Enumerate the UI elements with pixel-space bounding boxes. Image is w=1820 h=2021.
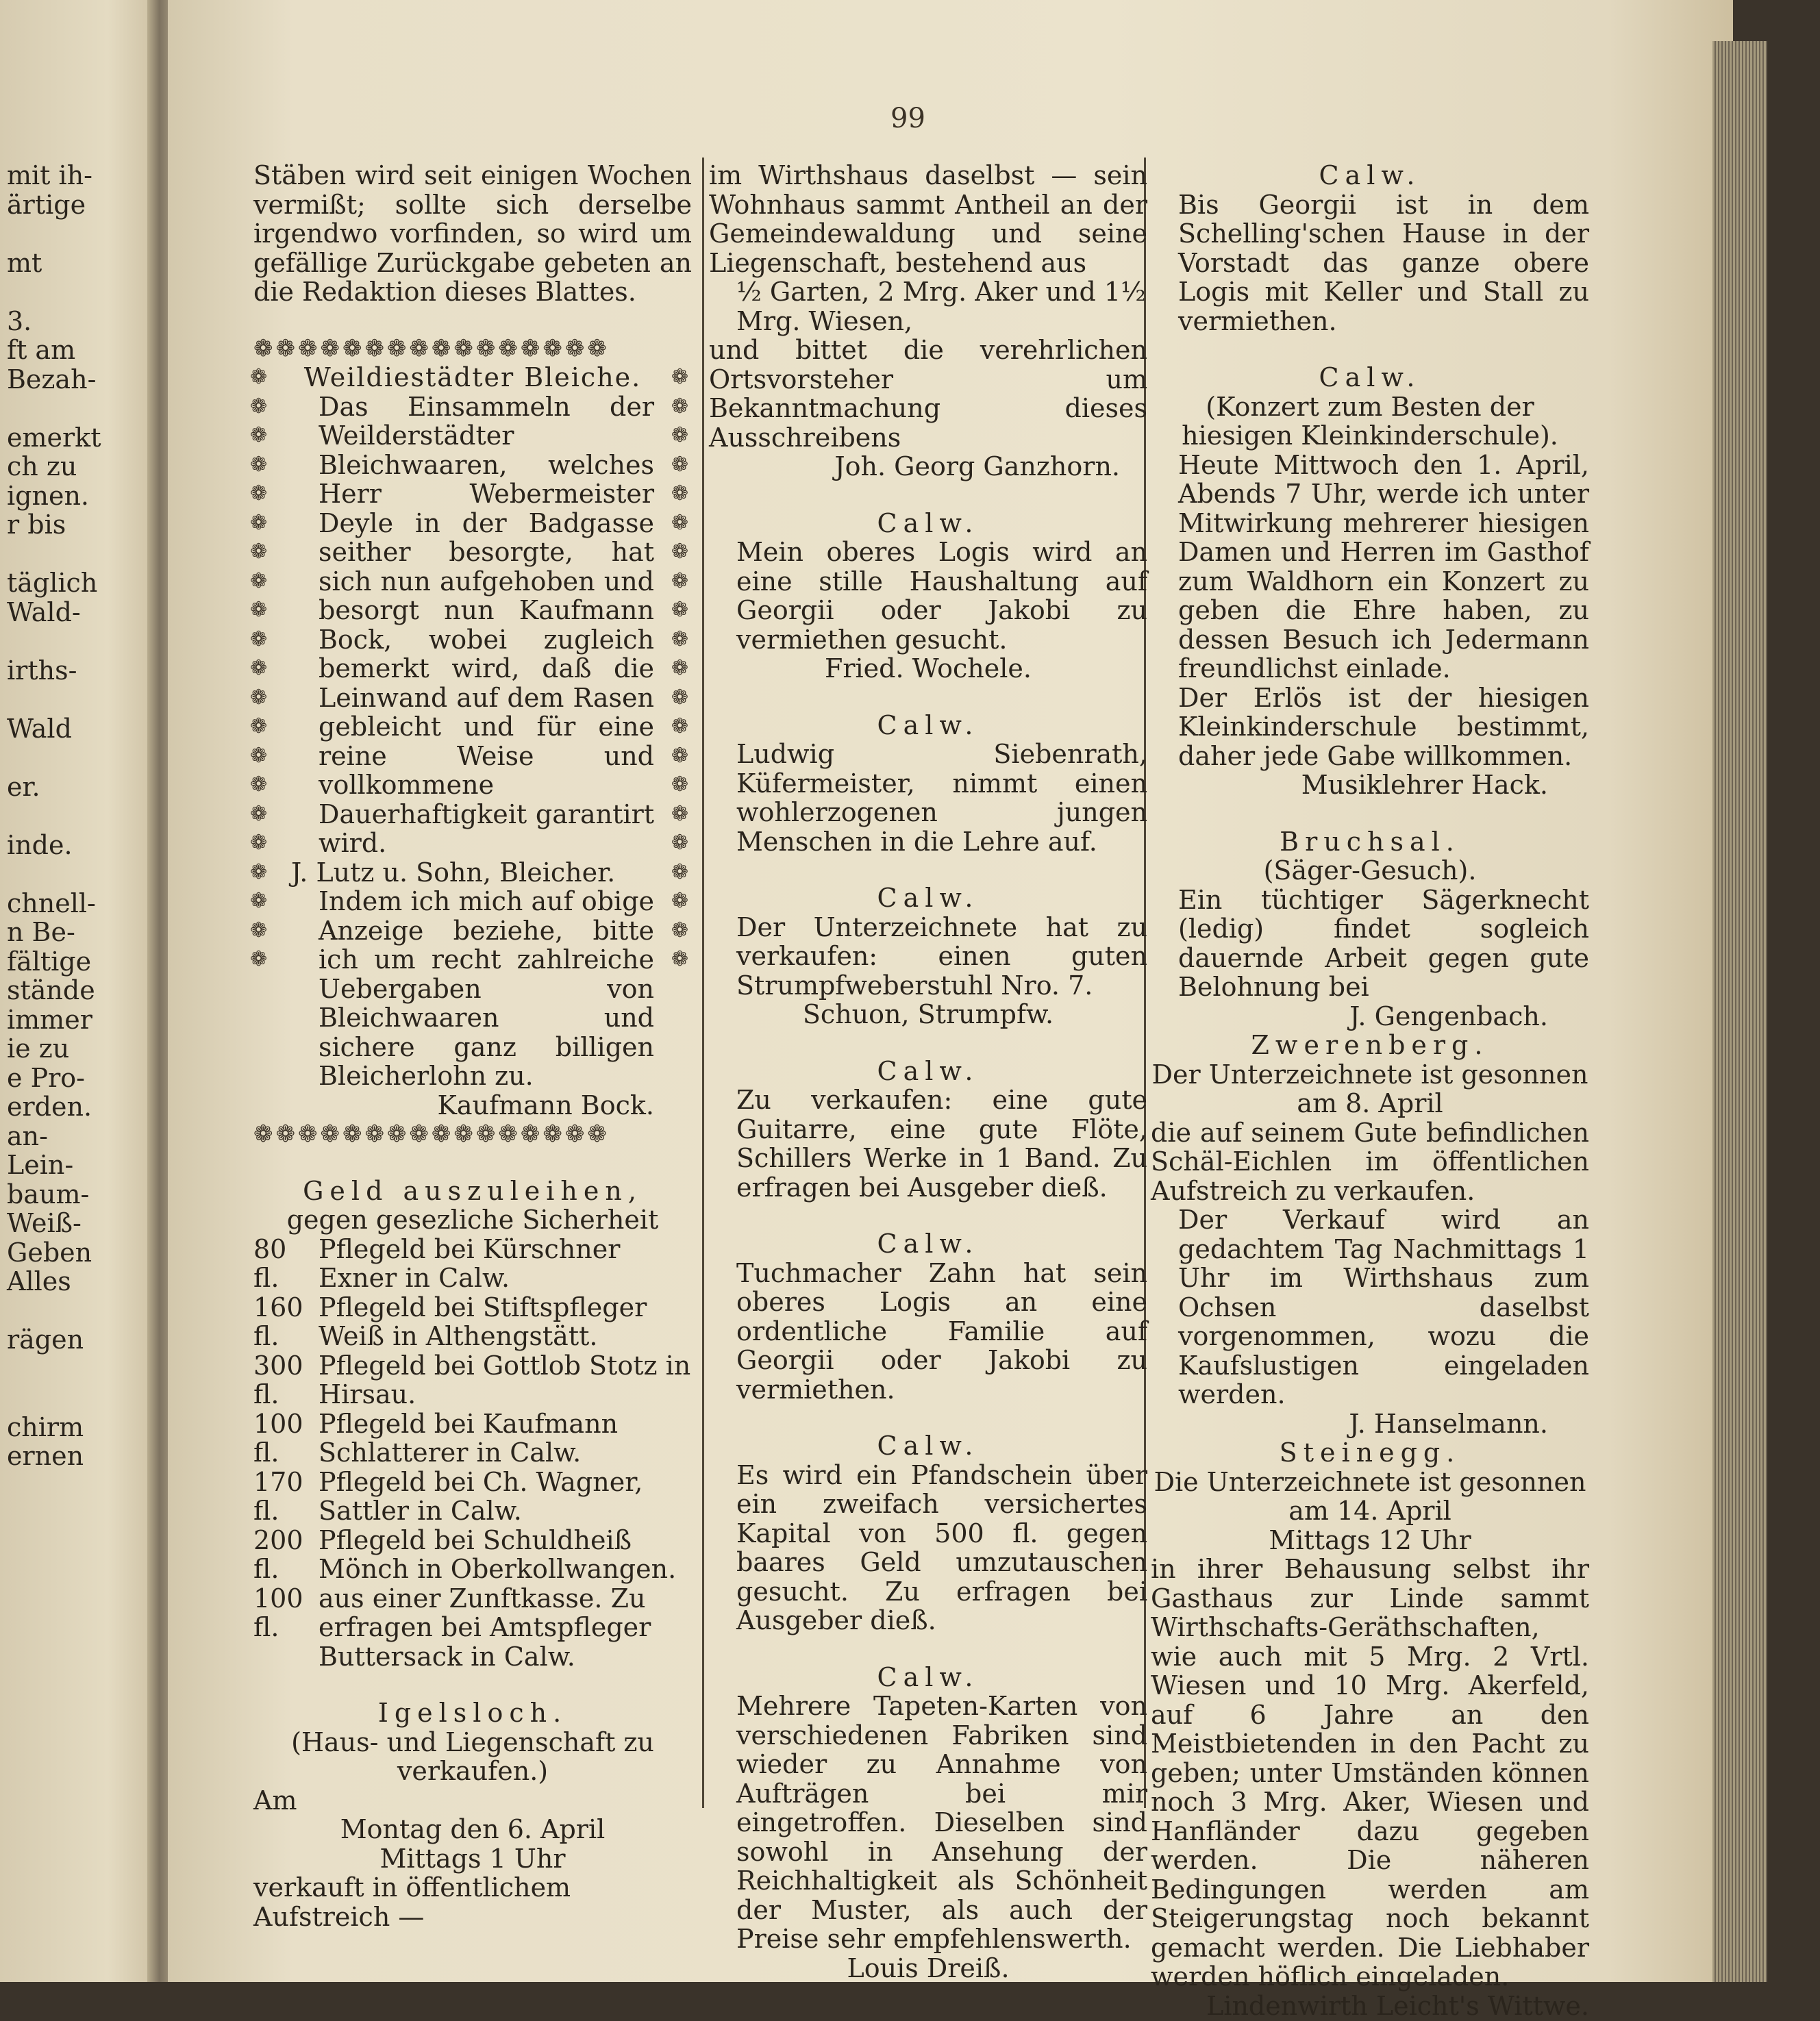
money-row <box>253 1235 692 1293</box>
ad-body: die auf seinem Gute befindlichen Schäl-Eichlen im öffentlichen Aufstreich zu verkaufen. <box>1151 1117 1589 1206</box>
left-page-line: e Pro- <box>7 1062 86 1093</box>
ad-place: Steinegg. <box>1279 1438 1461 1468</box>
lost-item-notice: Stäben wird seit einigen Wochen vermißt; sollte sich derselbe irgendwo vorfinden, so wird um gefällige Zurückgabe gebeten an die Redaktion dieses Blattes. <box>253 160 692 307</box>
money-amount: 170 fl. <box>253 1466 303 1526</box>
left-page-line: Alles <box>7 1266 71 1296</box>
ad-signature: Louis Dreiß. <box>847 1953 1010 1983</box>
money-description: Pflegeld bei Ch. Wagner, Sattler in Calw. <box>319 1466 643 1526</box>
ad-body: Der Erlös ist der hiesigen Kleinkinderschule bestimmt, daher jede Gabe willkommen. <box>1178 682 1589 771</box>
ad-place: Calw. <box>877 1229 980 1259</box>
ad-line: Mittags 12 Uhr <box>1269 1524 1471 1555</box>
left-page-line <box>0 1355 147 1384</box>
money-subheading: gegen gesezliche Sicherheit <box>286 1205 659 1235</box>
left-page-line: inde. <box>7 829 73 860</box>
left-page-line: irths- <box>7 655 77 686</box>
ad-place: Calw. <box>877 507 980 538</box>
ad-subheading: (Konzert zum Besten der hiesigen Kleinkinderschule). <box>1182 391 1558 451</box>
money-description: Pflegeld bei Gottlob Stotz in Hirsau. <box>319 1350 691 1409</box>
left-page-line: baum- <box>7 1179 90 1209</box>
ornament-border-left: ❁ ❁ ❁ ❁ ❁ ❁ ❁ ❁ ❁ ❁ ❁ ❁ ❁ ❁ ❁ ❁ ❁ ❁ ❁ ❁ ❁ <box>250 365 268 971</box>
ad-place: Calw. <box>1319 362 1421 392</box>
ad-line: am 8. April <box>1297 1088 1443 1118</box>
ad-body: Der Verkauf wird an gedachtem Tag Nachmittags 1 Uhr im Wirthshaus zum Ochsen daselbst vorgenommen, wozu die Kaufslustigen eingeladen werden. <box>1178 1205 1589 1409</box>
igelsloch-am: Am <box>253 1785 297 1816</box>
money-amount: 100 fl. <box>253 1408 303 1468</box>
ad-signature: J. Hanselmann. <box>1349 1408 1548 1439</box>
left-page-line: Lein- <box>7 1150 74 1180</box>
ad-subheading: (Säger-Gesuch). <box>1263 855 1477 886</box>
money-row <box>253 1584 692 1672</box>
left-page-line: Wald <box>7 713 72 744</box>
money-amount: 300 fl. <box>253 1350 303 1409</box>
left-page-line: ie zu <box>7 1033 70 1064</box>
ad-place: Zwerenberg. <box>1251 1030 1489 1060</box>
left-page-line: fältige <box>7 946 92 977</box>
left-page-line: rägen <box>7 1325 84 1355</box>
bleiche-advert <box>250 362 692 1120</box>
money-description: Pflegeld bei Schuldheiß Mönch in Oberkollwangen. <box>319 1524 677 1584</box>
money-list <box>253 1235 692 1672</box>
left-page-line: chirm <box>7 1411 84 1442</box>
left-page-line: ärtige <box>7 189 86 220</box>
left-page-line: stände <box>7 975 95 1005</box>
page-edges <box>1712 41 1767 1982</box>
left-page-line: Wald- <box>7 597 81 627</box>
left-page-line: Geben <box>7 1237 92 1268</box>
ad-body: Mehrere Tapeten-Karten von verschiedenen Fabriken sind wieder zu Annahme von Aufträgen bei mir eingetroffen. Dieselben sind sowohl in Ansehung der Reichhaltigkeit als Schönheit der Muster, als auch der Preise sehr empfehlenswerth. <box>736 1691 1147 1954</box>
ornament-border-right: ❁ ❁ ❁ ❁ ❁ ❁ ❁ ❁ ❁ ❁ ❁ ❁ ❁ ❁ ❁ ❁ ❁ ❁ ❁ ❁ ❁ <box>671 365 688 971</box>
left-page-line: ft am <box>7 335 76 365</box>
ad-place: Calw. <box>877 1055 980 1086</box>
left-page-line <box>0 627 147 656</box>
left-page-line: ernen <box>7 1441 84 1471</box>
left-page <box>0 0 154 1982</box>
ad-place: Calw. <box>877 883 980 913</box>
left-page-text <box>0 161 147 1471</box>
ad-line: Der Unterzeichnete ist gesonnen <box>1151 1059 1588 1090</box>
bleiche-signature-1: J. Lutz u. Sohn, Bleicher. <box>291 857 616 888</box>
igelsloch-time: Mittags 1 Uhr <box>379 1843 566 1874</box>
ad-body: Zu verkaufen: eine gute Guitarre, eine gute Flöte, Schillers Werke in 1 Band. Zu erfragen bei Ausgeber dieß. <box>736 1085 1147 1203</box>
ad-body: Ludwig Siebenrath, Küfermeister, nimmt einen wohlerzogenen jungen Menschen in die Lehre auf. <box>736 739 1147 857</box>
book-cover-edge <box>1767 55 1820 1982</box>
ad-line: Die Unterzeichnete ist gesonnen <box>1154 1466 1586 1497</box>
left-page-line: Bezah- <box>7 364 97 394</box>
ad-place: Calw. <box>1319 160 1421 190</box>
ad-signature: Fried. Wochele. <box>825 653 1032 683</box>
money-row <box>253 1526 692 1584</box>
igelsloch-subheading: (Haus- und Liegenschaft zu verkaufen.) <box>291 1727 654 1786</box>
ad-body: in ihrer Behausung selbst ihr Gasthaus zur Linde sammt Wirthschafts-Geräthschaften, wie auch mit 5 Mrg. 2 Vrtl. Wiesen und 10 Mrg. Akerfeld, auf 6 Jahre an den Meistbietenden in den Pacht zu geben; unter Umständen können noch 3 Mrg. Aker, Wiesen und Hanfländer dazu gegeben werden. Die näheren Bedingungen werden am Steigerungstag noch bekannt gemacht werden. Die Liebhaber werden höflich eingeladen. <box>1151 1554 1589 1992</box>
ad-body: Es wird ein Pfandschein über ein zweifach versichertes Kapital von 500 fl. gegen baares Geld umzutauschen gesucht. Zu erfragen bei Ausgeber dieß. <box>736 1459 1147 1635</box>
left-page-line <box>0 743 147 773</box>
ad-body: Tuchmacher Zahn hat sein oberes Logis an eine ordentliche Familie auf Georgii oder Jakobi zu vermiethen. <box>736 1257 1147 1405</box>
left-page-line <box>0 801 147 831</box>
igelsloch-request: und bittet die verehrlichen Ortsvorsteher um Bekanntmachung dieses Ausschreibens <box>709 335 1147 453</box>
igelsloch-last-line: verkauft in öffentlichem Aufstreich — <box>253 1872 571 1932</box>
ad-line: am 14. April <box>1288 1496 1451 1526</box>
left-page-line <box>0 219 147 249</box>
column-1 <box>250 160 692 1932</box>
ad-place: Bruchsal. <box>1280 826 1460 857</box>
left-page-line <box>0 1383 147 1413</box>
left-page-line: n Be- <box>7 917 75 947</box>
money-row <box>253 1351 692 1409</box>
igelsloch-continuation: im Wirthshaus daselbst — sein Wohnhaus sammt Antheil an der Gemeindewaldung und seine Liegenschaft, bestehend aus <box>709 160 1147 278</box>
money-amount: 100 fl. <box>253 1583 303 1642</box>
column-3 <box>1151 161 1589 2020</box>
bleiche-signature-2: Kaufmann Bock. <box>437 1090 654 1120</box>
ad-place: Calw. <box>877 710 980 740</box>
ad-signature: J. Gengenbach. <box>1349 1001 1548 1031</box>
left-page-line: ch zu <box>7 451 77 481</box>
ad-body: Der Unterzeichnete hat zu verkaufen: einen guten Strumpfweberstuhl Nro. 7. <box>736 912 1147 1001</box>
ad-body: Ein tüchtiger Sägerknecht (ledig) findet sogleich dauernde Arbeit gegen gute Belohnung bei <box>1178 884 1589 1002</box>
money-description: aus einer Zunftkasse. Zu erfragen bei Amtspfleger Buttersack in Calw. <box>319 1583 651 1672</box>
left-page-line <box>0 394 147 423</box>
left-page-line <box>0 859 147 889</box>
calw-advert <box>709 711 1147 857</box>
column-rule-1 <box>702 158 704 1808</box>
left-page-line: er. <box>7 771 40 802</box>
column-2 <box>709 161 1147 1983</box>
left-page-line: 3. <box>7 305 32 336</box>
ad-place: Calw. <box>877 1431 980 1461</box>
ad-body: Bis Georgii ist in dem Schelling'schen Hause in der Vorstadt das ganze obere Logis mit Keller und Stall zu vermiethen. <box>1178 189 1589 336</box>
ad-signature: Schuon, Strumpfw. <box>802 999 1054 1029</box>
left-page-line: immer <box>7 1004 92 1035</box>
calw-advert <box>709 509 1147 683</box>
left-page-line: Weiß- <box>7 1208 82 1238</box>
left-page-line: erden. <box>7 1092 92 1122</box>
money-amount: 160 fl. <box>253 1292 303 1351</box>
money-row <box>253 1293 692 1351</box>
money-heading: Geld auszuleihen, <box>303 1175 643 1206</box>
left-page-line: r bis <box>7 510 66 540</box>
left-page-line: täglich <box>7 568 98 598</box>
left-page-line <box>0 277 147 307</box>
money-description: Pflegeld bei Kürschner Exner in Calw. <box>319 1233 621 1293</box>
money-amount: 80 fl. <box>253 1233 287 1293</box>
money-description: Pflegeld bei Kaufmann Schlatterer in Calw. <box>319 1408 619 1468</box>
ornament-border-bottom: ❁❁❁❁❁❁❁❁❁❁❁❁❁❁❁❁ <box>253 1120 610 1148</box>
left-page-line <box>0 685 147 714</box>
ad-body: Mein oberes Logis wird an eine stille Haushaltung auf Georgii oder Jakobi zu vermiethen gesucht. <box>736 537 1147 655</box>
bleiche-heading: Weildiestädter Bleiche. <box>303 362 642 392</box>
calw-advert <box>709 1057 1147 1203</box>
bleiche-body: Das Einsammeln der Weilderstädter Bleichwaaren, welches Herr Webermeister Deyle in der Badgasse seither besorgte, hat sich nun aufgehoben und besorgt nun Kaufmann Bock, wobei zugleich bemerkt wird, daß die Leinwand auf dem Rasen gebleicht und für eine reine Weise und vollkommene Dauerhaftigkeit garantirt wird. <box>319 391 654 858</box>
left-page-line <box>0 540 147 569</box>
bleiche-body-2: Indem ich mich auf obige Anzeige beziehe, bitte ich um recht zahlreiche Uebergaben von Bleichwaaren und sichere ganz billigen Bleicherlohn zu. <box>319 886 654 1091</box>
money-description: Pflegeld bei Stiftspfleger Weiß in Althengstätt. <box>319 1292 647 1351</box>
calw-advert <box>709 1431 1147 1635</box>
left-page-line: chnell- <box>7 888 96 918</box>
page-number: 99 <box>890 103 925 134</box>
calw-advert <box>709 1663 1147 1983</box>
calw-adverts <box>709 509 1147 1983</box>
left-page-line <box>0 1296 147 1326</box>
igelsloch-date: Montag den 6. April <box>340 1814 606 1844</box>
money-row <box>253 1409 692 1468</box>
left-page-line: an- <box>7 1120 48 1151</box>
money-amount: 200 fl. <box>253 1524 303 1584</box>
igelsloch-property: ½ Garten, 2 Mrg. Aker und 1½ Mrg. Wiesen, <box>736 277 1146 336</box>
left-page-line: ignen. <box>7 480 89 511</box>
igelsloch-place: Igelsloch. <box>377 1698 568 1728</box>
ornament-border-top: ❁❁❁❁❁❁❁❁❁❁❁❁❁❁❁❁ <box>253 334 610 362</box>
ad-place: Calw. <box>877 1661 980 1692</box>
money-row <box>253 1468 692 1526</box>
left-page-line: mt <box>7 247 42 278</box>
left-page-line: emerkt <box>7 422 101 453</box>
calw-advert <box>709 1229 1147 1404</box>
ad-signature: Musiklehrer Hack. <box>1301 770 1548 800</box>
igelsloch-signature: Joh. Georg Ganzhorn. <box>834 451 1120 481</box>
ad-signature: Lindenwirth Leicht's Wittwe. <box>1206 1990 1589 2021</box>
calw-advert <box>709 883 1147 1029</box>
ad-body: Heute Mittwoch den 1. April, Abends 7 Uhr, werde ich unter Mitwirkung mehrerer hiesigen Damen und Herren im Gasthof zum Waldhorn ein Konzert zu geben die Ehre haben, zu dessen Besuch ich Jedermann freundlichst einlade. <box>1178 449 1589 683</box>
left-page-line: mit ih- <box>7 160 93 190</box>
